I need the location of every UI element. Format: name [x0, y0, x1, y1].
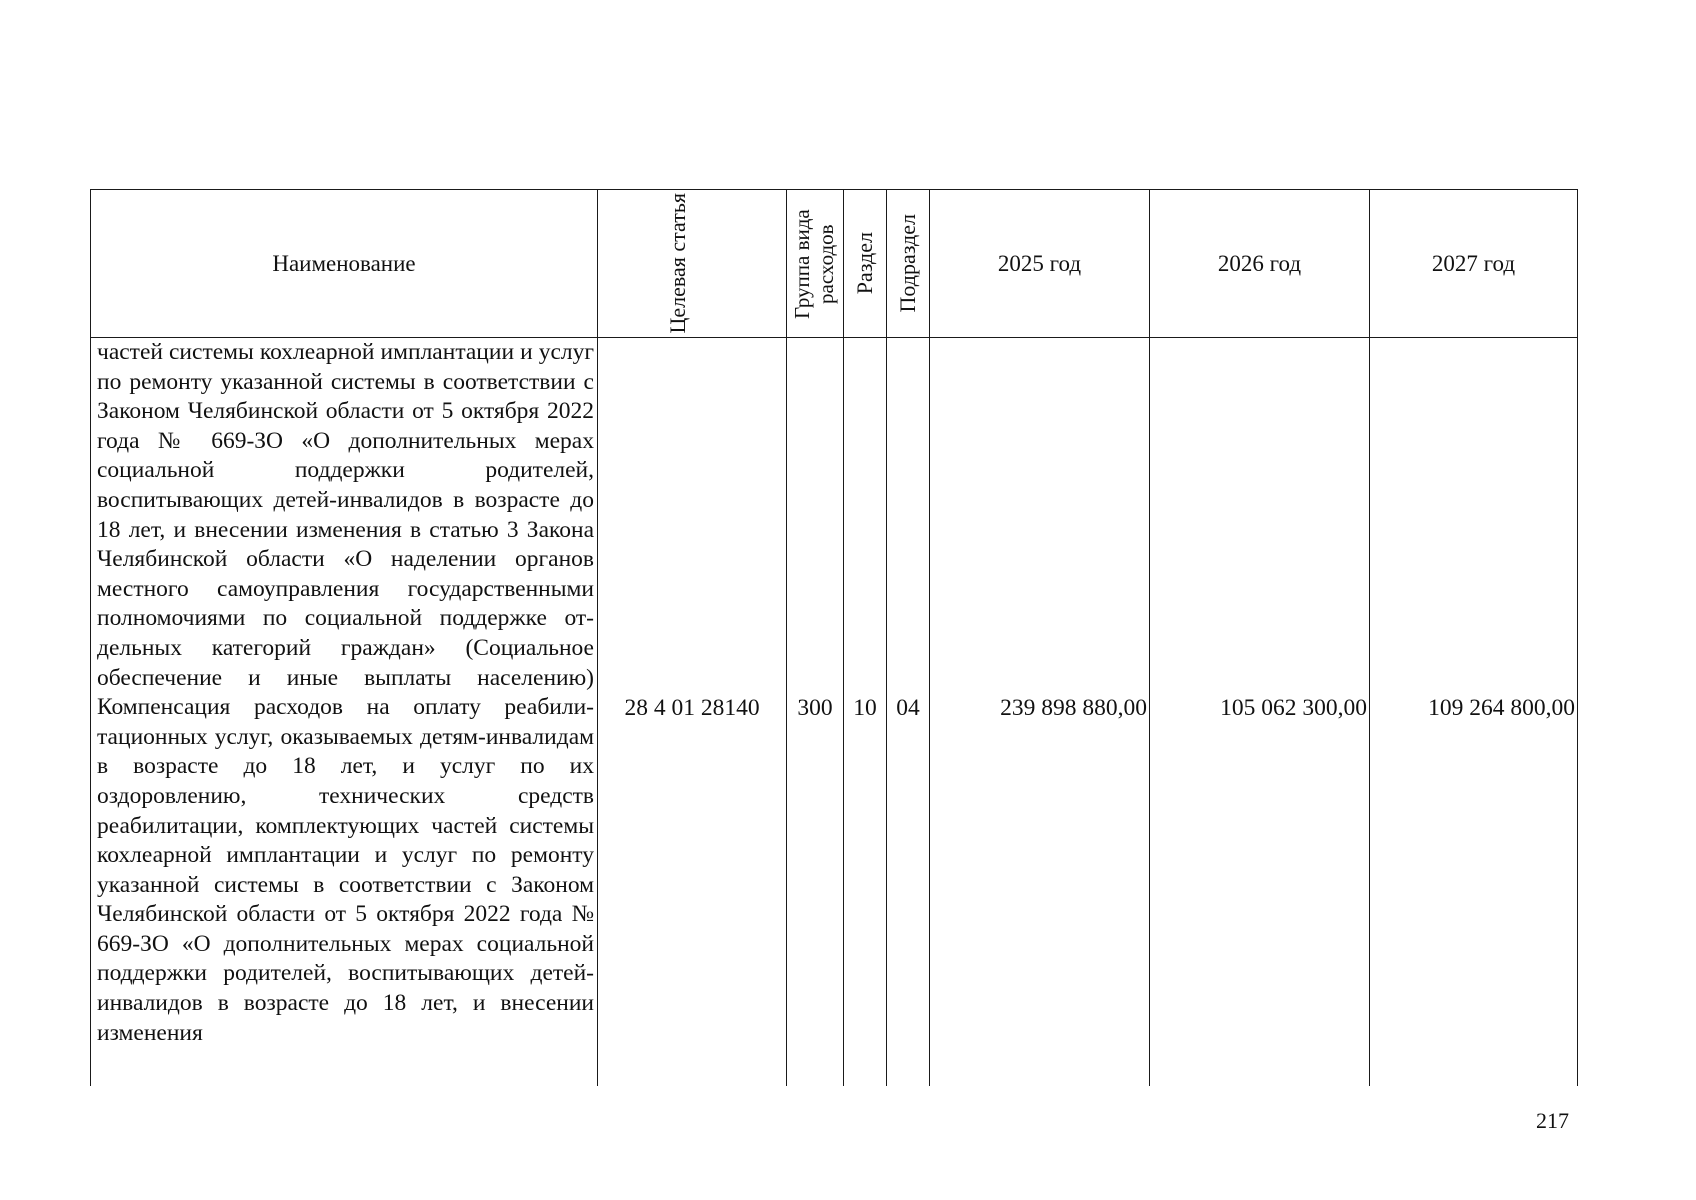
row-expense-group: 300	[787, 338, 844, 1087]
page-number: 217	[1536, 1108, 1569, 1133]
header-subsection-label: Подраздел	[895, 214, 920, 313]
header-name: Наименование	[91, 190, 598, 338]
header-year-2026: 2026 год	[1150, 190, 1370, 338]
header-subsection	[887, 190, 930, 338]
header-expense-group	[787, 190, 844, 338]
table-header-row	[91, 190, 1578, 338]
row-name-cell	[91, 338, 598, 1087]
header-target-article	[598, 190, 787, 338]
row-target-article: 28 4 01 28140	[598, 338, 787, 1087]
header-year-2025: 2025 год	[930, 190, 1150, 338]
budget-table	[90, 189, 1578, 1086]
row-year-2025: 239 898 880,00	[930, 338, 1150, 1087]
row-year-2026: 105 062 300,00	[1150, 338, 1370, 1087]
header-expense-group-label: Группа вида расходов	[790, 208, 838, 319]
row-name: частей системы кохлеарной имплантации и услуг по ремонту указанной системы в соответствии с Законом Челябинской области от 5 октября 2022 года № 669-ЗО «О дополнительных мерах социальной поддержки родителей, воспитывающих детей-инвалидов в возрасте до 18 лет, и внесении изменения в статью 3 Закона Челябинской области «О наделении органов местного самоуправления государственными полномочиями по социальной поддержке отдельных категорий граждан» (Социальное обеспечение и иные выплаты населению) Компенсация расходов на оплату реабилитационных услуг, оказываемых детям-инвалидам в возрасте до 18 лет, и услуг по их оздоровлению, технических средств реабилитации, комплектующих частей системы кохлеарной имплантации и услуг по ремонту указанной системы в соответствии с Законом Челябинской области от 5 октября 2022 года № 669-ЗО «О дополнительных мерах социальной поддержки родителей, воспитывающих детей-инвалидов в возрасте до 18 лет, и внесении изменения	[97, 339, 594, 1046]
table-row	[91, 338, 1578, 1087]
header-section-label: Раздел	[852, 232, 877, 295]
header-year-2027: 2027 год	[1370, 190, 1578, 338]
row-section: 10	[844, 338, 887, 1087]
header-section	[844, 190, 887, 338]
row-subsection: 04	[887, 338, 930, 1087]
header-target-article-label: Целевая статья	[665, 193, 690, 334]
row-year-2027: 109 264 800,00	[1370, 338, 1578, 1087]
